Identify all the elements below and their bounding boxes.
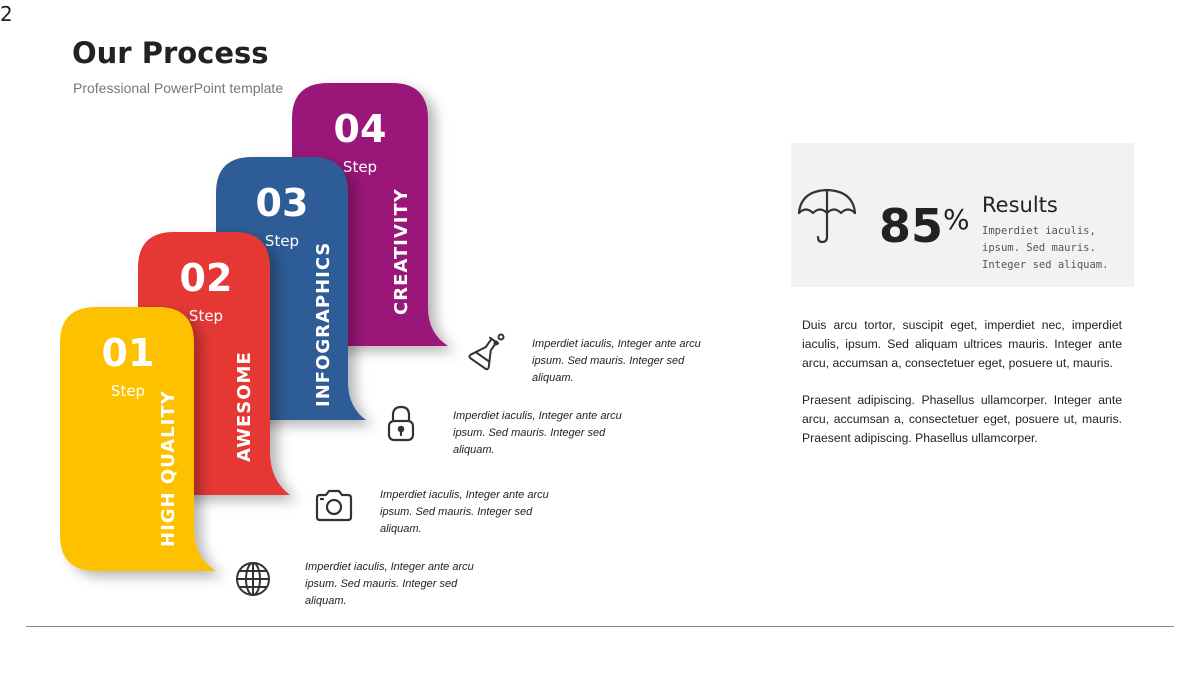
description-step-03: Imperdiet iaculis, Integer ante arcu ipsum. Sed mauris. Integer sed aliquam.: [453, 410, 622, 456]
page-number: 2: [0, 2, 13, 26]
step-number: 02: [179, 256, 233, 300]
step-name: INFOGRAPHICS: [313, 241, 334, 407]
step-name: HIGH QUALITY: [158, 390, 179, 547]
results-panel: [791, 143, 1134, 287]
paragraph-1: Duis arcu tortor, suscipit eget, imperdiet nec, imperdiet iaculis, ipsum. Sed aliquam ultrices mauris. Integer ante arcu, accumsan a, consectetuer eget, posuere ut, mauris.: [802, 318, 1122, 370]
results-percentage: [879, 199, 970, 253]
step-number: 04: [333, 107, 387, 151]
page-title: Our Process: [72, 36, 269, 70]
step-label: Step: [188, 307, 224, 325]
lock-icon: [386, 404, 416, 444]
step-label: Step: [110, 382, 146, 400]
results-text: Imperdiet iaculis, ipsum. Sed mauris. Integer sed aliquam.: [982, 225, 1109, 271]
step-card-01: [60, 307, 215, 567]
description-step-04: Imperdiet iaculis, Integer ante arcu ipsum. Sed mauris. Integer sed aliquam.: [532, 338, 701, 384]
step-name: AWESOME: [234, 351, 255, 462]
description-step-02: Imperdiet iaculis, Integer ante arcu ipsum. Sed mauris. Integer sed aliquam.: [380, 489, 549, 535]
step-number: 03: [255, 181, 309, 225]
results-title: Results: [982, 193, 1058, 217]
paragraph-2: Praesent adipiscing. Phasellus ullamcorper. Integer ante arcu, accumsan a, consectetuer eget, posuere ut, mauris. Praesent adipiscing. Phasellus ullamcorper.: [802, 393, 1122, 445]
description-step-01: Imperdiet iaculis, Integer ante arcu ipsum. Sed mauris. Integer sed aliquam.: [305, 561, 474, 607]
step-label: Step: [264, 232, 300, 250]
results-value: 85: [879, 199, 944, 253]
footer-divider: [26, 626, 1174, 627]
page-subtitle: Professional PowerPoint template: [73, 80, 284, 96]
umbrella-icon: [797, 187, 857, 245]
step-name: CREATIVITY: [391, 188, 412, 315]
globe-icon: [234, 560, 272, 598]
results-unit: %: [943, 203, 970, 236]
step-number: 01: [101, 331, 155, 375]
camera-icon: [314, 488, 354, 524]
flask-icon: [466, 332, 506, 372]
step-label: Step: [342, 158, 378, 176]
